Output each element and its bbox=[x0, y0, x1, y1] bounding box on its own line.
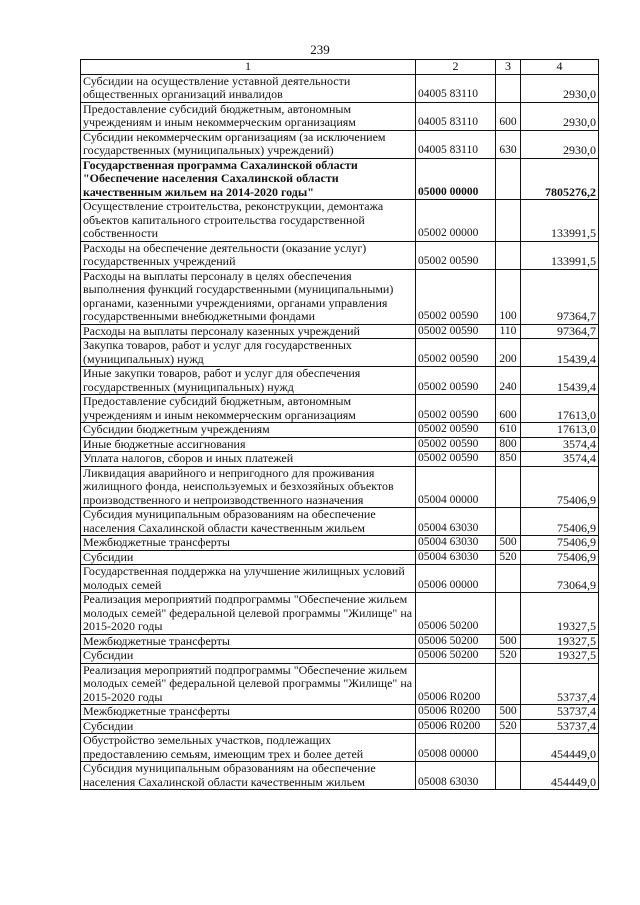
row-name-cell: Государственная программа Сахалинской области "Обеспечение населения Сахалинской области качественным жильем на 2014-2020 годы" bbox=[81, 158, 416, 200]
row-name-cell: Межбюджетные трансферты bbox=[81, 634, 416, 649]
table-row bbox=[81, 395, 599, 423]
row-vr-cell: 200 bbox=[496, 339, 521, 367]
row-vr-cell bbox=[496, 74, 521, 102]
row-amount-cell: 73064,9 bbox=[521, 565, 599, 593]
row-vr-cell bbox=[496, 241, 521, 269]
row-vr-cell: 520 bbox=[496, 550, 521, 565]
row-vr-cell: 800 bbox=[496, 437, 521, 452]
table-row bbox=[81, 663, 599, 705]
row-code-cell: 04005 83110 bbox=[416, 130, 496, 158]
row-amount-cell: 2930,0 bbox=[521, 130, 599, 158]
table-row bbox=[81, 269, 599, 324]
row-amount-cell: 133991,5 bbox=[521, 200, 599, 242]
row-vr-cell: 630 bbox=[496, 130, 521, 158]
row-vr-cell: 850 bbox=[496, 452, 521, 467]
column-header-code: 2 bbox=[416, 60, 496, 75]
row-name-cell: Уплата налогов, сборов и иных платежей bbox=[81, 452, 416, 467]
row-code-cell: 05002 00000 bbox=[416, 200, 496, 242]
table-row bbox=[81, 241, 599, 269]
row-name-cell: Государственная поддержка на улучшение жилищных условий молодых семей bbox=[81, 565, 416, 593]
row-name-cell: Межбюджетные трансферты bbox=[81, 536, 416, 551]
row-vr-cell bbox=[496, 200, 521, 242]
row-vr-cell bbox=[496, 593, 521, 635]
row-code-cell: 05002 00590 bbox=[416, 452, 496, 467]
table-row bbox=[81, 74, 599, 102]
row-amount-cell: 53737,4 bbox=[521, 719, 599, 734]
table-row bbox=[81, 324, 599, 339]
table-row bbox=[81, 423, 599, 438]
row-name-cell: Расходы на выплаты персоналу в целях обеспечения выполнения функций государственными (муниципальными) органами, казенными учреждениями, органами управления государственными внебюджетными фондами bbox=[81, 269, 416, 324]
row-code-cell: 05006 R0200 bbox=[416, 719, 496, 734]
row-amount-cell: 7805276,2 bbox=[521, 158, 599, 200]
row-name-cell: Субсидия муниципальным образованиям на обеспечение населения Сахалинской области качественным жильем bbox=[81, 508, 416, 536]
row-code-cell: 04005 83110 bbox=[416, 102, 496, 130]
row-code-cell: 05002 00590 bbox=[416, 423, 496, 438]
row-amount-cell: 15439,4 bbox=[521, 367, 599, 395]
row-amount-cell: 2930,0 bbox=[521, 102, 599, 130]
row-name-cell: Субсидии bbox=[81, 719, 416, 734]
row-code-cell: 05006 00000 bbox=[416, 565, 496, 593]
table-row bbox=[81, 452, 599, 467]
row-vr-cell: 600 bbox=[496, 395, 521, 423]
table-row bbox=[81, 705, 599, 720]
row-code-cell: 05002 00590 bbox=[416, 339, 496, 367]
row-name-cell: Субсидии бюджетным учреждениям bbox=[81, 423, 416, 438]
row-amount-cell: 17613,0 bbox=[521, 395, 599, 423]
row-vr-cell bbox=[496, 762, 521, 790]
row-code-cell: 05002 00590 bbox=[416, 269, 496, 324]
row-name-cell: Субсидии некоммерческим организациям (за исключением государственных (муниципальных) учреждений) bbox=[81, 130, 416, 158]
row-amount-cell: 133991,5 bbox=[521, 241, 599, 269]
row-amount-cell: 19327,5 bbox=[521, 634, 599, 649]
row-amount-cell: 53737,4 bbox=[521, 705, 599, 720]
row-vr-cell bbox=[496, 158, 521, 200]
row-code-cell: 05000 00000 bbox=[416, 158, 496, 200]
row-name-cell: Субсидия муниципальным образованиям на обеспечение населения Сахалинской области качественным жильем bbox=[81, 762, 416, 790]
row-name-cell: Межбюджетные трансферты bbox=[81, 705, 416, 720]
table-row bbox=[81, 719, 599, 734]
table-header-row bbox=[81, 60, 599, 75]
table-body bbox=[81, 74, 599, 790]
table-row bbox=[81, 466, 599, 508]
row-code-cell: 05004 63030 bbox=[416, 536, 496, 551]
row-vr-cell: 520 bbox=[496, 649, 521, 664]
row-vr-cell: 610 bbox=[496, 423, 521, 438]
row-name-cell: Осуществление строительства, реконструкции, демонтажа объектов капитального строительства государственной собственности bbox=[81, 200, 416, 242]
row-code-cell: 05004 63030 bbox=[416, 508, 496, 536]
table-row bbox=[81, 649, 599, 664]
row-code-cell: 05002 00590 bbox=[416, 367, 496, 395]
row-name-cell: Закупка товаров, работ и услуг для государственных (муниципальных) нужд bbox=[81, 339, 416, 367]
row-amount-cell: 3574,4 bbox=[521, 437, 599, 452]
row-amount-cell: 53737,4 bbox=[521, 663, 599, 705]
row-code-cell: 05002 00590 bbox=[416, 241, 496, 269]
row-amount-cell: 75406,9 bbox=[521, 466, 599, 508]
row-amount-cell: 19327,5 bbox=[521, 649, 599, 664]
row-vr-cell: 110 bbox=[496, 324, 521, 339]
table-row bbox=[81, 634, 599, 649]
table-row bbox=[81, 565, 599, 593]
row-vr-cell bbox=[496, 508, 521, 536]
row-code-cell: 05002 00590 bbox=[416, 437, 496, 452]
row-amount-cell: 3574,4 bbox=[521, 452, 599, 467]
row-amount-cell: 75406,9 bbox=[521, 550, 599, 565]
row-vr-cell: 100 bbox=[496, 269, 521, 324]
row-name-cell: Расходы на обеспечение деятельности (оказание услуг) государственных учреждений bbox=[81, 241, 416, 269]
table-row bbox=[81, 367, 599, 395]
row-code-cell: 04005 83110 bbox=[416, 74, 496, 102]
row-vr-cell: 600 bbox=[496, 102, 521, 130]
row-amount-cell: 97364,7 bbox=[521, 269, 599, 324]
table-row bbox=[81, 536, 599, 551]
budget-table bbox=[80, 59, 599, 790]
row-code-cell: 05008 63030 bbox=[416, 762, 496, 790]
row-amount-cell: 19327,5 bbox=[521, 593, 599, 635]
row-name-cell: Иные закупки товаров, работ и услуг для обеспечения государственных (муниципальных) нужд bbox=[81, 367, 416, 395]
row-name-cell: Предоставление субсидий бюджетным, автономным учреждениям и иным некоммерческим организациям bbox=[81, 102, 416, 130]
row-name-cell: Реализация мероприятий подпрограммы "Обеспечение жильем молодых семей" федеральной целевой программы "Жилище" на 2015-2020 годы bbox=[81, 593, 416, 635]
row-code-cell: 05006 50200 bbox=[416, 593, 496, 635]
row-code-cell: 05006 R0200 bbox=[416, 705, 496, 720]
row-code-cell: 05002 00590 bbox=[416, 324, 496, 339]
table-row bbox=[81, 593, 599, 635]
table-row bbox=[81, 339, 599, 367]
row-name-cell: Обустройство земельных участков, подлежащих предоставлению семьям, имеющим трех и более детей bbox=[81, 734, 416, 762]
row-vr-cell: 500 bbox=[496, 705, 521, 720]
row-code-cell: 05006 R0200 bbox=[416, 663, 496, 705]
row-name-cell: Иные бюджетные ассигнования bbox=[81, 437, 416, 452]
column-header-amount: 4 bbox=[521, 60, 599, 75]
row-code-cell: 05002 00590 bbox=[416, 395, 496, 423]
table-row bbox=[81, 762, 599, 790]
table-row bbox=[81, 200, 599, 242]
row-vr-cell bbox=[496, 663, 521, 705]
row-name-cell: Реализация мероприятий подпрограммы "Обеспечение жильем молодых семей" федеральной целевой программы "Жилище" на 2015-2020 годы bbox=[81, 663, 416, 705]
row-code-cell: 05004 63030 bbox=[416, 550, 496, 565]
column-header-name: 1 bbox=[81, 60, 416, 75]
row-code-cell: 05006 50200 bbox=[416, 649, 496, 664]
table-row bbox=[81, 550, 599, 565]
row-vr-cell: 500 bbox=[496, 634, 521, 649]
row-amount-cell: 97364,7 bbox=[521, 324, 599, 339]
row-vr-cell bbox=[496, 466, 521, 508]
table-row bbox=[81, 130, 599, 158]
row-vr-cell: 240 bbox=[496, 367, 521, 395]
row-name-cell: Расходы на выплаты персоналу казенных учреждений bbox=[81, 324, 416, 339]
table-row bbox=[81, 734, 599, 762]
row-code-cell: 05006 50200 bbox=[416, 634, 496, 649]
table-row bbox=[81, 508, 599, 536]
row-amount-cell: 15439,4 bbox=[521, 339, 599, 367]
row-amount-cell: 17613,0 bbox=[521, 423, 599, 438]
row-name-cell: Субсидии bbox=[81, 649, 416, 664]
row-name-cell: Ликвидация аварийного и непригодного для проживания жилищного фонда, неиспользуемых и безхозяйных объектов производственного и непроизводственного назначения bbox=[81, 466, 416, 508]
row-vr-cell: 520 bbox=[496, 719, 521, 734]
row-amount-cell: 2930,0 bbox=[521, 74, 599, 102]
row-code-cell: 05004 00000 bbox=[416, 466, 496, 508]
row-name-cell: Предоставление субсидий бюджетным, автономным учреждениям и иным некоммерческим организациям bbox=[81, 395, 416, 423]
table-row bbox=[81, 437, 599, 452]
row-code-cell: 05008 00000 bbox=[416, 734, 496, 762]
row-vr-cell: 500 bbox=[496, 536, 521, 551]
row-amount-cell: 454449,0 bbox=[521, 734, 599, 762]
row-name-cell: Субсидии на осуществление уставной деятельности общественных организаций инвалидов bbox=[81, 74, 416, 102]
row-amount-cell: 75406,9 bbox=[521, 508, 599, 536]
row-vr-cell bbox=[496, 565, 521, 593]
row-name-cell: Субсидии bbox=[81, 550, 416, 565]
table-row bbox=[81, 102, 599, 130]
row-amount-cell: 454449,0 bbox=[521, 762, 599, 790]
table-row bbox=[81, 158, 599, 200]
page-number: 239 bbox=[310, 42, 330, 57]
row-vr-cell bbox=[496, 734, 521, 762]
row-amount-cell: 75406,9 bbox=[521, 536, 599, 551]
column-header-vr: 3 bbox=[496, 60, 521, 75]
